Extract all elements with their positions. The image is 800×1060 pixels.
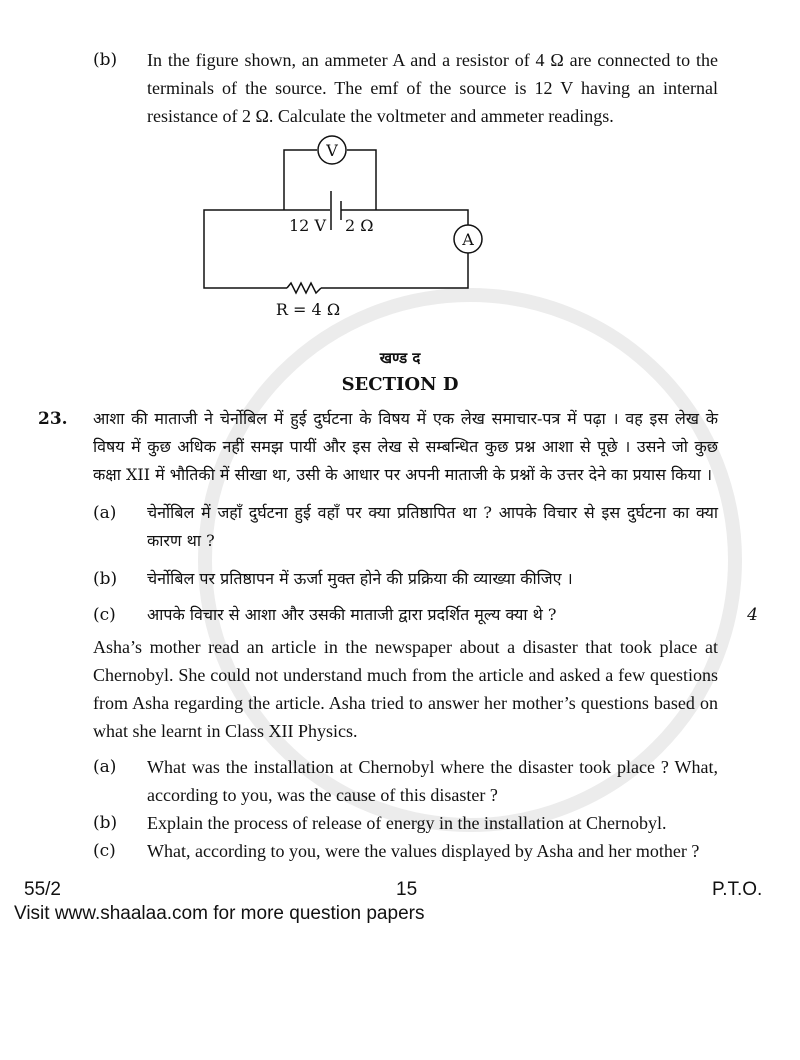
english-part-a: What was the installation at Chernobyl where the disaster took place ? What, according to you, was the cause of this disaster ? [147,757,718,805]
part-label: (c) [93,605,116,625]
question-23-hindi-intro: आशा की माताजी ने चेर्नोबिल में हुई दुर्घटना के विषय में एक लेख समाचार-पत्र में पढ़ा । वह इस लेख के विषय में कुछ अधिक नहीं समझ पायीं और इस लेख से सम्बन्धित कुछ प्रश्न आशा से पूछे । उसने जो कुछ कक्षा XII में भौतिकी में सीखा था, उसी के आधार पर अपनी माताजी के प्रश्नों के उत्तर देने का प्रयास किया । [93,409,718,484]
part-label: (b) [93,569,118,589]
voltmeter-label: V [326,141,338,160]
hindi-part-b-row [0,565,800,593]
question-22b-text: In the figure shown, an ammeter A and a resistor of 4 Ω are connected to the terminals of the source. The emf of the source is 12 V having an internal resistance of 2 Ω. Calculate the voltmeter and ammeter readings. [147,50,718,126]
emf-label: 12 V [289,216,326,235]
part-label: (c) [93,841,116,861]
question-23-hindi [0,405,800,489]
english-part-b: Explain the process of release of energy in the installation at Chernobyl. [147,813,667,833]
hindi-part-b: चेर्नोबिल पर प्रतिष्ठापन में ऊर्जा मुक्त होने की प्रक्रिया की व्याख्या कीजिए । [147,569,573,588]
hindi-part-c: आपके विचार से आशा और उसकी माताजी द्वारा प्रदर्शित मूल्य क्या थे ? [147,605,557,624]
circuit-diagram [0,130,800,325]
marks: 4 [747,605,758,625]
hindi-part-a: चेर्नोबिल में जहाँ दुर्घटना हुई वहाँ पर क्या प्रतिष्ठापित था ? आपके विचार से इस दुर्घटना का क्या कारण था ? [147,503,718,550]
section-title: SECTION D [341,374,459,395]
paper-code: 55/2 [24,879,61,900]
resistor-label: R = 4 Ω [275,300,341,319]
english-part-a-row [0,753,800,809]
hindi-part-c-row [0,601,800,629]
part-label: (b) [93,813,118,833]
part-label: (a) [93,503,117,523]
section-title-hindi: खण्ड द [379,349,421,367]
pto-label: P.T.O. [712,879,763,900]
question-23-english [0,633,800,745]
question-number: 23. [38,409,68,429]
question-22b [0,46,800,130]
footer [0,879,800,931]
english-part-b-row [0,809,800,837]
english-part-c-row [0,837,800,865]
visit-link[interactable]: Visit www.shaalaa.com for more question papers [14,903,425,924]
ammeter-label: A [462,230,474,249]
english-part-c: What, according to you, were the values displayed by Asha and her mother ? [147,841,700,861]
hindi-part-a-row [0,499,800,555]
part-label: (a) [93,757,117,777]
page-number: 15 [396,879,418,900]
question-23-english-intro: Asha’s mother read an article in the newspaper about a disaster that took place at Chernobyl. She could not understand much from the article and asked a few questions from Asha regarding the article. Asha tried to answer her mother’s questions based on what she learnt in Class XII Physics. [93,637,718,741]
question-part-label: (b) [93,50,118,70]
internal-resistance-label: 2 Ω [345,216,374,235]
